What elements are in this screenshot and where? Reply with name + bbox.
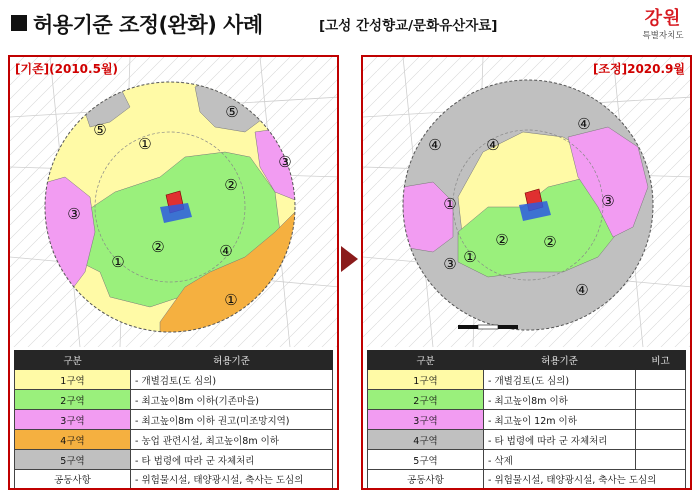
- before-panel: [8, 55, 339, 490]
- scale-bar: [458, 325, 478, 329]
- before-marker-10: ①: [224, 291, 238, 309]
- standard-cell: - 최고높이 12m 이하: [484, 410, 636, 430]
- zone-cell: 2구역: [368, 390, 484, 410]
- before-marker-5: ②: [224, 176, 238, 194]
- after-map-graphic: [363, 57, 690, 347]
- after-marker-9: ①: [463, 248, 477, 266]
- after-zoning-map: [363, 57, 690, 347]
- zone-cell: 4구역: [368, 430, 484, 450]
- before-map-graphic: [10, 57, 337, 347]
- transition-arrow-icon: [341, 246, 358, 272]
- title-bullet-square: [11, 15, 27, 31]
- standard-cell: - 농업 관련시설, 최고높이8m 이하: [131, 430, 333, 450]
- common-label-cell: 공동사항: [15, 470, 131, 489]
- before-map-label: [기존](2010.5월): [15, 62, 119, 76]
- remark-cell: [636, 390, 686, 410]
- logo-sub-text: 특별자치도: [642, 31, 684, 41]
- logo-main-text: 강원: [644, 8, 682, 29]
- after-panel: [361, 55, 692, 490]
- remark-cell: [636, 410, 686, 430]
- before-row-zone1: [15, 370, 333, 390]
- page-title: 허용기준 조정(완화) 사례: [33, 13, 263, 37]
- after-row-zone2: [368, 390, 686, 410]
- standard-cell: - 최고높이8m 이하(기존마을): [131, 390, 333, 410]
- zone-cell: 2구역: [15, 390, 131, 410]
- after-row-zone3: [368, 410, 686, 430]
- before-marker-3: ①: [138, 135, 152, 153]
- after-row-zone5: [368, 450, 686, 470]
- after-marker-2: ④: [428, 136, 442, 154]
- before-header-zone: 구분: [15, 351, 131, 370]
- before-row-zone3: [15, 410, 333, 430]
- standard-cell: - 타 법령에 따라 군 자체처리: [131, 450, 333, 470]
- before-marker-2: ⑤: [93, 121, 107, 139]
- after-marker-7: ③: [443, 255, 457, 273]
- after-marker-8: ②: [543, 233, 557, 251]
- after-legend-table: [367, 350, 686, 489]
- scale-bar-segment: [498, 325, 518, 329]
- before-table-header-row: [15, 351, 333, 370]
- before-marker-1: ⑤: [225, 103, 239, 121]
- before-header-standard: 허용기준: [131, 351, 333, 370]
- remark-cell: [636, 450, 686, 470]
- before-marker-6: ③: [67, 205, 81, 223]
- after-header-zone: 구분: [368, 351, 484, 370]
- before-row-common: [15, 470, 333, 489]
- standard-cell: - 최고높이8m 이하 권고(미조망지역): [131, 410, 333, 430]
- after-marker-10: ④: [575, 281, 589, 299]
- after-header-remark: 비고: [636, 351, 686, 370]
- zone-cell: 5구역: [368, 450, 484, 470]
- common-text-cell: - 위험물시설, 태양광시설, 축사는 도심의: [484, 470, 686, 489]
- before-legend-table: [14, 350, 333, 489]
- before-row-zone2: [15, 390, 333, 410]
- before-zoning-map: [10, 57, 337, 347]
- page-header: [0, 0, 700, 50]
- scale-bar-segment: [478, 325, 498, 329]
- page-subtitle: [고성 간성향교/문화유산자료]: [319, 18, 498, 34]
- before-row-zone5: [15, 450, 333, 470]
- after-marker-6: ②: [495, 231, 509, 249]
- common-label-cell: 공동사항: [368, 470, 484, 489]
- after-row-common: [368, 470, 686, 489]
- remark-cell: [636, 370, 686, 390]
- standard-cell: - 개별검토(도 심의): [484, 370, 636, 390]
- after-marker-1: ④: [577, 115, 591, 133]
- before-marker-7: ②: [151, 238, 165, 256]
- after-marker-4: ③: [601, 192, 615, 210]
- standard-cell: - 개별검토(도 심의): [131, 370, 333, 390]
- standard-cell: - 타 법령에 따라 군 자체처리: [484, 430, 636, 450]
- standard-cell: - 최고높이8m 이하: [484, 390, 636, 410]
- remark-cell: [636, 430, 686, 450]
- common-text-cell: - 위험물시설, 태양광시설, 축사는 도심의: [131, 470, 333, 489]
- zone-cell: 1구역: [368, 370, 484, 390]
- zone-cell: 5구역: [15, 450, 131, 470]
- gangwon-logo: [632, 8, 694, 48]
- zone-cell: 1구역: [15, 370, 131, 390]
- before-marker-4: ③: [278, 153, 292, 171]
- standard-cell: - 삭제: [484, 450, 636, 470]
- after-row-zone4: [368, 430, 686, 450]
- before-row-zone4: [15, 430, 333, 450]
- after-header-standard: 허용기준: [484, 351, 636, 370]
- after-marker-5: ①: [443, 195, 457, 213]
- zone-cell: 3구역: [15, 410, 131, 430]
- after-row-zone1: [368, 370, 686, 390]
- after-marker-3: ④: [486, 136, 500, 154]
- after-map-label: [조정]2020.9월: [592, 62, 685, 76]
- before-marker-9: ①: [111, 253, 125, 271]
- before-marker-8: ④: [219, 242, 233, 260]
- zone-cell: 3구역: [368, 410, 484, 430]
- zone-cell: 4구역: [15, 430, 131, 450]
- after-table-header-row: [368, 351, 686, 370]
